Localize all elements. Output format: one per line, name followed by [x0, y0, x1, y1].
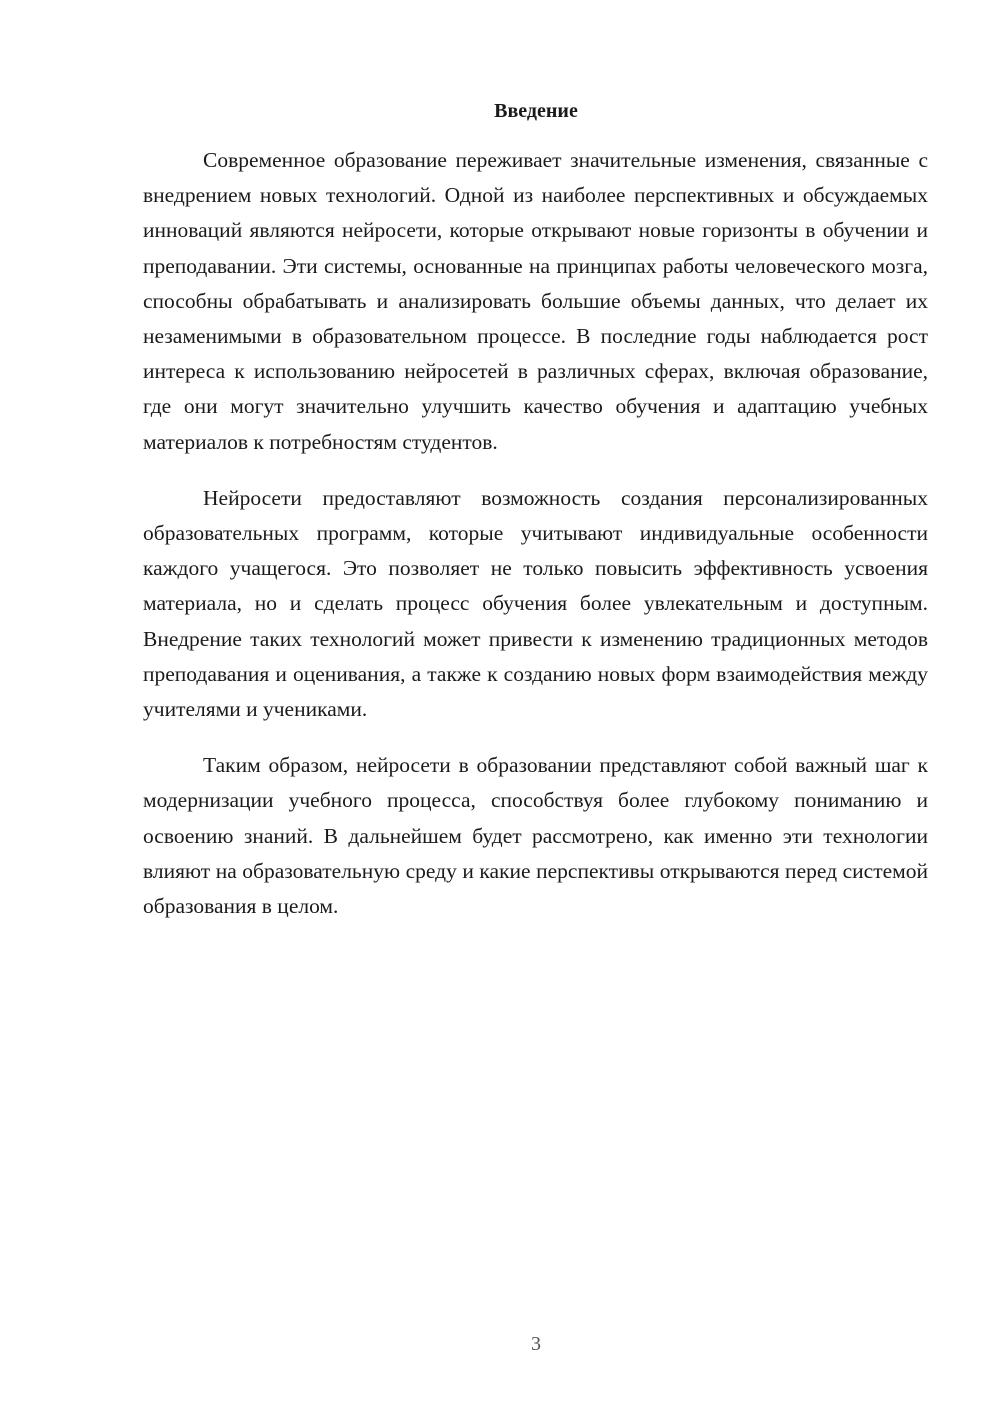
page-number: 3	[531, 1333, 541, 1355]
section-title: Введение	[494, 100, 578, 122]
paragraph-1: Современное образование переживает значительные изменения, связанные с внедрением новых технологий. Одной из наиболее перспективных и обсуждаемых инноваций являются нейросети, которые открывают новые горизонты в обучении и преподавании. Эти системы, основанные на принципах работы человеческого мозга, способны обрабатывать и анализировать большие объемы данных, что делает их незаменимыми в образовательном процессе. В последние годы наблюдается рост интереса к использованию нейросетей в различных сферах, включая образование, где они могут значительно улучшить качество обучения и адаптацию учебных материалов к потребностям студентов.	[143, 148, 928, 454]
paragraph-2: Нейросети предоставляют возможность создания персонализированных образовательных программ, которые учитывают индивидуальные особенности каждого учащегося. Это позволяет не только повысить эффективность усвоения материала, но и сделать процесс обучения более увлекательным и доступным. Внедрение таких технологий может привести к изменению традиционных методов преподавания и оценивания, а также к созданию новых форм взаимодействия между учителями и учениками.	[143, 485, 928, 722]
paragraph-3: Таким образом, нейросети в образовании представляют собой важный шаг к модернизации учебного процесса, способствуя более глубокому пониманию и освоению знаний. В дальнейшем будет рассмотрено, как именно эти технологии влияют на образовательную среду и какие перспективы открываются перед системой образования в целом.	[143, 753, 928, 919]
document-body	[143, 143, 928, 945]
